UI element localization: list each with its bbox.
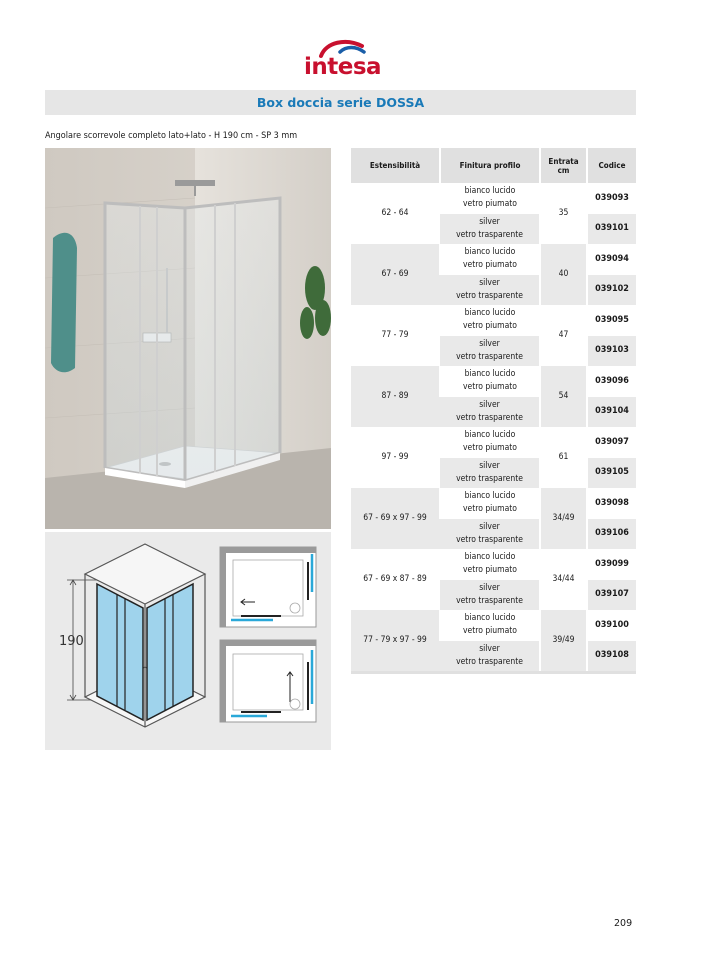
cell-estensibilita: 77 - 79 x 97 - 99 bbox=[351, 610, 440, 671]
finitura-glass: vetro trasparente bbox=[456, 229, 523, 240]
finitura-profile: silver bbox=[479, 277, 500, 288]
cell-finitura bbox=[440, 427, 540, 458]
finitura-profile: bianco lucido bbox=[464, 552, 516, 563]
finitura-profile: bianco lucido bbox=[464, 247, 516, 258]
cell-finitura bbox=[440, 275, 540, 306]
finitura-glass: vetro trasparente bbox=[456, 595, 523, 606]
product-subtitle: Angolare scorrevole completo lato+lato - H 190 cm - SP 3 mm bbox=[45, 131, 298, 141]
table-row bbox=[351, 366, 636, 397]
table-footer-cell bbox=[351, 671, 636, 674]
header-entrata-line2: cm bbox=[557, 165, 570, 175]
cell-estensibilita: 67 - 69 x 87 - 89 bbox=[351, 549, 440, 610]
intesa-logo bbox=[300, 36, 384, 82]
cell-codice: 039096 bbox=[587, 366, 636, 397]
technical-diagram bbox=[45, 532, 331, 750]
finitura-profile: bianco lucido bbox=[464, 369, 516, 380]
cell-entrata: 54 bbox=[540, 366, 587, 427]
finitura-glass: vetro trasparente bbox=[456, 656, 523, 667]
finitura-profile: silver bbox=[479, 521, 500, 532]
spec-table-body bbox=[351, 183, 636, 674]
cell-finitura bbox=[440, 610, 540, 641]
header-finitura: Finitura profilo bbox=[440, 148, 540, 183]
cell-estensibilita: 67 - 69 bbox=[351, 244, 440, 305]
cell-codice: 039104 bbox=[587, 397, 636, 428]
page-number: 209 bbox=[614, 918, 633, 929]
cell-codice: 039100 bbox=[587, 610, 636, 641]
cell-entrata: 39/49 bbox=[540, 610, 587, 671]
cell-finitura bbox=[440, 458, 540, 489]
header-codice: Codice bbox=[587, 148, 636, 183]
logo-wordmark: intesa bbox=[304, 54, 382, 80]
table-row bbox=[351, 427, 636, 458]
finitura-glass: vetro piumato bbox=[463, 565, 517, 576]
cell-codice: 039103 bbox=[587, 336, 636, 367]
header-entrata-line1: Entrata bbox=[548, 156, 579, 166]
cell-finitura bbox=[440, 305, 540, 336]
finitura-glass: vetro trasparente bbox=[456, 351, 523, 362]
finitura-profile: silver bbox=[479, 399, 500, 410]
cell-finitura bbox=[440, 549, 540, 580]
cell-finitura bbox=[440, 214, 540, 245]
cell-finitura bbox=[440, 244, 540, 275]
cell-entrata: 34/44 bbox=[540, 549, 587, 610]
header-estensibilita: Estensibilità bbox=[351, 148, 440, 183]
cell-finitura bbox=[440, 336, 540, 367]
finitura-profile: silver bbox=[479, 643, 500, 654]
finitura-profile: bianco lucido bbox=[464, 186, 516, 197]
finitura-profile: silver bbox=[479, 460, 500, 471]
table-row bbox=[351, 183, 636, 214]
cell-entrata: 61 bbox=[540, 427, 587, 488]
cell-codice: 039093 bbox=[587, 183, 636, 214]
finitura-glass: vetro trasparente bbox=[456, 473, 523, 484]
table-row bbox=[351, 244, 636, 275]
cell-finitura bbox=[440, 519, 540, 550]
title-bar bbox=[45, 90, 636, 115]
cell-estensibilita: 87 - 89 bbox=[351, 366, 440, 427]
finitura-glass: vetro trasparente bbox=[456, 290, 523, 301]
finitura-profile: bianco lucido bbox=[464, 491, 516, 502]
finitura-profile: silver bbox=[479, 216, 500, 227]
cell-codice: 039105 bbox=[587, 458, 636, 489]
cell-codice: 039099 bbox=[587, 549, 636, 580]
finitura-profile: silver bbox=[479, 582, 500, 593]
cell-entrata: 40 bbox=[540, 244, 587, 305]
finitura-glass: vetro piumato bbox=[463, 382, 517, 393]
table-footer-rule bbox=[351, 671, 636, 674]
table-row bbox=[351, 488, 636, 519]
cell-finitura bbox=[440, 488, 540, 519]
page-title: Box doccia serie DOSSA bbox=[256, 95, 425, 110]
spec-table bbox=[351, 148, 636, 674]
cell-codice: 039095 bbox=[587, 305, 636, 336]
table-row bbox=[351, 305, 636, 336]
height-dimension-label: 190 bbox=[59, 634, 84, 649]
cell-entrata: 47 bbox=[540, 305, 587, 366]
cell-finitura bbox=[440, 580, 540, 611]
cell-entrata: 35 bbox=[540, 183, 587, 244]
cell-estensibilita: 62 - 64 bbox=[351, 183, 440, 244]
finitura-glass: vetro piumato bbox=[463, 260, 517, 271]
finitura-profile: silver bbox=[479, 338, 500, 349]
finitura-glass: vetro trasparente bbox=[456, 412, 523, 423]
finitura-glass: vetro piumato bbox=[463, 504, 517, 515]
finitura-glass: vetro trasparente bbox=[456, 534, 523, 545]
finitura-profile: bianco lucido bbox=[464, 613, 516, 624]
cell-finitura bbox=[440, 366, 540, 397]
cell-codice: 039094 bbox=[587, 244, 636, 275]
cell-codice: 039107 bbox=[587, 580, 636, 611]
cell-estensibilita: 77 - 79 bbox=[351, 305, 440, 366]
header-entrata bbox=[540, 148, 587, 183]
cell-entrata: 34/49 bbox=[540, 488, 587, 549]
table-row bbox=[351, 610, 636, 641]
cell-codice: 039098 bbox=[587, 488, 636, 519]
cell-estensibilita: 67 - 69 x 97 - 99 bbox=[351, 488, 440, 549]
finitura-glass: vetro piumato bbox=[463, 321, 517, 332]
cell-codice: 039106 bbox=[587, 519, 636, 550]
finitura-glass: vetro piumato bbox=[463, 626, 517, 637]
cell-finitura bbox=[440, 641, 540, 672]
finitura-profile: bianco lucido bbox=[464, 430, 516, 441]
cell-codice: 039108 bbox=[587, 641, 636, 672]
cell-codice: 039097 bbox=[587, 427, 636, 458]
product-photo bbox=[45, 148, 331, 529]
cell-finitura bbox=[440, 397, 540, 428]
cell-finitura bbox=[440, 183, 540, 214]
table-header-row bbox=[351, 148, 636, 183]
cell-estensibilita: 97 - 99 bbox=[351, 427, 440, 488]
cell-codice: 039101 bbox=[587, 214, 636, 245]
table-row bbox=[351, 549, 636, 580]
finitura-glass: vetro piumato bbox=[463, 199, 517, 210]
cell-codice: 039102 bbox=[587, 275, 636, 306]
finitura-glass: vetro piumato bbox=[463, 443, 517, 454]
finitura-profile: bianco lucido bbox=[464, 308, 516, 319]
